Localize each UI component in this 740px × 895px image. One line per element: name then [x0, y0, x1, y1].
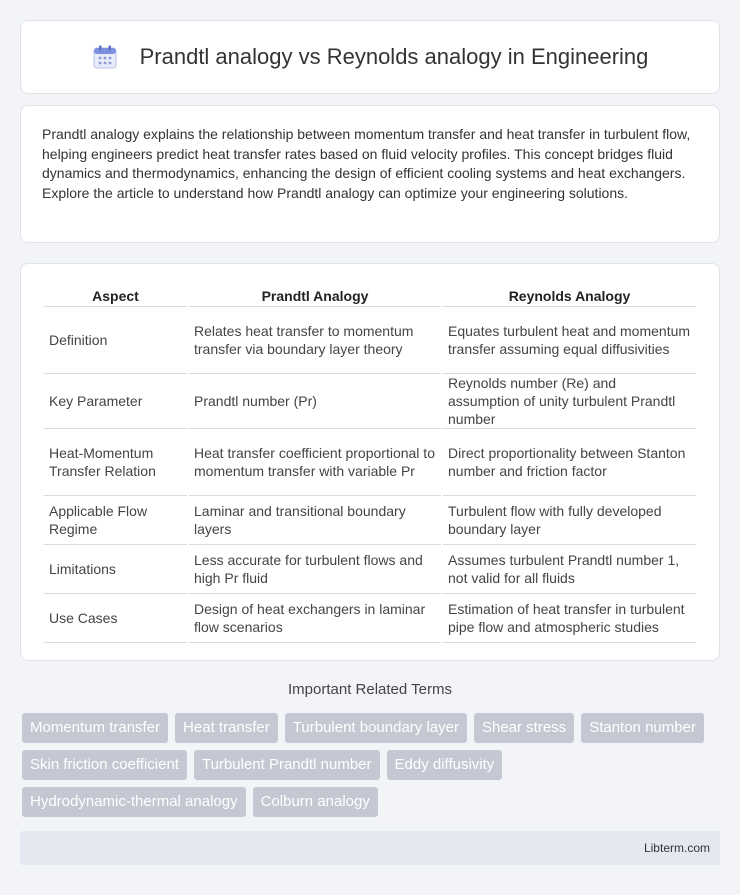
row-prandtl: Laminar and transitional boundary layers	[189, 496, 441, 545]
row-reynolds: Direct proportionality between Stanton number and friction factor	[443, 429, 696, 496]
header-prandtl: Prandtl Analogy	[189, 286, 441, 307]
related-term-tag[interactable]: Colburn analogy	[253, 787, 378, 817]
footer	[20, 831, 720, 865]
related-term-tag[interactable]: Heat transfer	[175, 713, 278, 743]
row-reynolds: Equates turbulent heat and momentum transfer assuming equal diffusivities	[443, 307, 696, 374]
intro-text: Prandtl analogy explains the relationship between momentum transfer and heat transfer in turbulent flow, helping engineers predict heat transfer rates based on fluid velocity profiles. This concept bridges fluid dynamics and thermodynamics, enhancing the design of efficient cooling systems and heat exchangers. Explore the article to understand how Prandtl analogy can optimize your engineering solutions.	[42, 126, 691, 201]
related-term-tag[interactable]: Turbulent boundary layer	[285, 713, 467, 743]
related-terms-list	[22, 713, 712, 817]
table-row	[44, 545, 696, 594]
header-reynolds: Reynolds Analogy	[443, 286, 696, 307]
row-reynolds: Turbulent flow with fully developed boundary layer	[443, 496, 696, 545]
row-prandtl: Design of heat exchangers in laminar flow scenarios	[189, 594, 441, 643]
calendar-icon	[92, 44, 118, 70]
table-row	[44, 374, 696, 429]
row-prandtl: Relates heat transfer to momentum transfer via boundary layer theory	[189, 307, 441, 374]
row-aspect: Use Cases	[44, 594, 187, 643]
row-prandtl: Heat transfer coefficient proportional to momentum transfer with variable Pr	[189, 429, 441, 496]
row-prandtl: Less accurate for turbulent flows and high Pr fluid	[189, 545, 441, 594]
table-header-row	[44, 286, 696, 307]
comparison-table-card	[20, 263, 720, 661]
footer-site-link[interactable]: Libterm.com	[643, 841, 710, 855]
related-term-tag[interactable]: Turbulent Prandtl number	[194, 750, 380, 780]
related-term-tag[interactable]: Stanton number	[581, 713, 704, 743]
related-term-tag[interactable]: Skin friction coefficient	[22, 750, 187, 780]
page-title: Prandtl analogy vs Reynolds analogy in Engineering	[139, 44, 649, 69]
row-reynolds: Assumes turbulent Prandtl number 1, not valid for all fluids	[443, 545, 696, 594]
related-terms-title: Important Related Terms	[288, 681, 452, 698]
related-term-tag[interactable]: Shear stress	[474, 713, 574, 743]
row-reynolds: Reynolds number (Re) and assumption of unity turbulent Prandtl number	[443, 374, 696, 429]
related-term-tag[interactable]: Eddy diffusivity	[387, 750, 503, 780]
table-row	[44, 496, 696, 545]
intro-card	[20, 105, 720, 243]
table-row	[44, 429, 696, 496]
related-term-tag[interactable]: Hydrodynamic-thermal analogy	[22, 787, 246, 817]
header-aspect: Aspect	[44, 286, 187, 307]
table-row	[44, 307, 696, 374]
comparison-table	[42, 286, 698, 643]
row-aspect: Heat-Momentum Transfer Relation	[44, 429, 187, 496]
title-card	[20, 20, 720, 94]
row-aspect: Limitations	[44, 545, 187, 594]
related-term-tag[interactable]: Momentum transfer	[22, 713, 168, 743]
row-prandtl: Prandtl number (Pr)	[189, 374, 441, 429]
row-reynolds: Estimation of heat transfer in turbulent pipe flow and atmospheric studies	[443, 594, 696, 643]
table-row	[44, 594, 696, 643]
row-aspect: Key Parameter	[44, 374, 187, 429]
row-aspect: Applicable Flow Regime	[44, 496, 187, 545]
row-aspect: Definition	[44, 307, 187, 374]
